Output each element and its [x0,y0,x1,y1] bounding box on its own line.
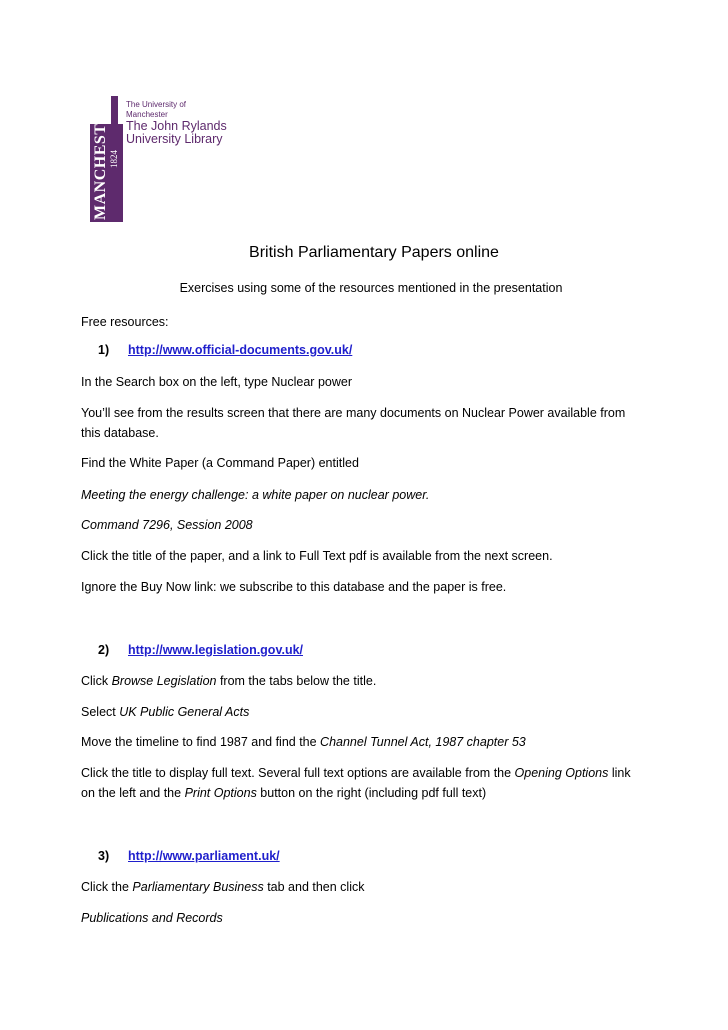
section-2-para-4-b: Opening Options [514,766,609,780]
section-2-para-4-c: link on the left and the [81,766,631,800]
section-3-para-1-a: Click the [81,880,133,894]
section-3-para-1-c: tab and then click [263,880,365,894]
section-1-para-7: Ignore the Buy Now link: we subscribe to this database and the paper is free. [81,580,507,594]
logo-vertical-text [92,100,119,220]
section-3-heading [98,848,280,864]
logo-vertical-name: MANCHESTER [92,100,109,220]
section-2-para-2-b: UK Public General Acts [119,705,250,719]
logo-line-2: The John Rylands [126,119,227,133]
section-1-para-6: Click the title of the paper, and a link to Full Text pdf is available from the next screen. [81,549,553,563]
logo-vertical-year: 1824 [109,150,119,168]
document-subtitle: Exercises using some of the resources mentioned in the presentation [179,281,563,295]
section-2-para-3-b: Channel Tunnel Act, 1987 chapter 53 [320,735,526,749]
section-2-para-1-b: Browse Legislation [111,674,217,688]
section-3-link[interactable]: http://www.parliament.uk/ [128,849,280,863]
logo-line-3: University Library [126,132,223,146]
section-3-para-1 [81,879,364,895]
section-1-para-2: You’ll see from the results screen that there are many documents on Nuclear Power available from this database. [81,406,626,440]
section-2-para-4-a: Click the title to display full text. Several full text options are available from the [81,766,515,780]
section-2-heading [98,642,303,658]
section-2-para-1 [81,673,376,689]
section-1-para-1: In the Search box on the left, type Nuclear power [81,375,352,389]
section-2-para-2-a: Select [81,705,120,719]
section-1-link[interactable]: http://www.official-documents.gov.uk/ [128,343,353,357]
section-2-para-4-d: Print Options [184,786,257,800]
section-2-para-3 [81,734,526,750]
section-2-para-3-a: Move the timeline to find 1987 and find the [81,735,321,749]
section-3-number: 3) [98,849,110,863]
section-1-paper-title: Meeting the energy challenge: a white paper on nuclear power. [81,488,430,502]
section-1-heading [98,342,352,358]
section-1-number: 1) [98,343,110,357]
section-2-link[interactable]: http://www.legislation.gov.uk/ [128,643,303,657]
document-title: British Parliamentary Papers online [249,244,499,261]
section-2-para-4 [81,763,647,803]
section-3-para-1-b: Parliamentary Business [132,880,264,894]
section-2-para-1-c: from the tabs below the title. [216,674,377,688]
free-resources-label: Free resources: [81,315,169,329]
university-logo [90,96,230,226]
section-2-para-2 [81,704,249,720]
section-2-para-1-a: Click [81,674,112,688]
section-2-para-4-e: button on the right (including pdf full text) [256,786,487,800]
section-3-para-2: Publications and Records [81,911,223,925]
section-1-command: Command 7296, Session 2008 [81,518,253,532]
section-2-number: 2) [98,643,110,657]
logo-line-1: The University of Manchester [126,100,187,119]
section-1-para-3: Find the White Paper (a Command Paper) entitled [81,456,359,470]
logo-text [126,100,230,146]
